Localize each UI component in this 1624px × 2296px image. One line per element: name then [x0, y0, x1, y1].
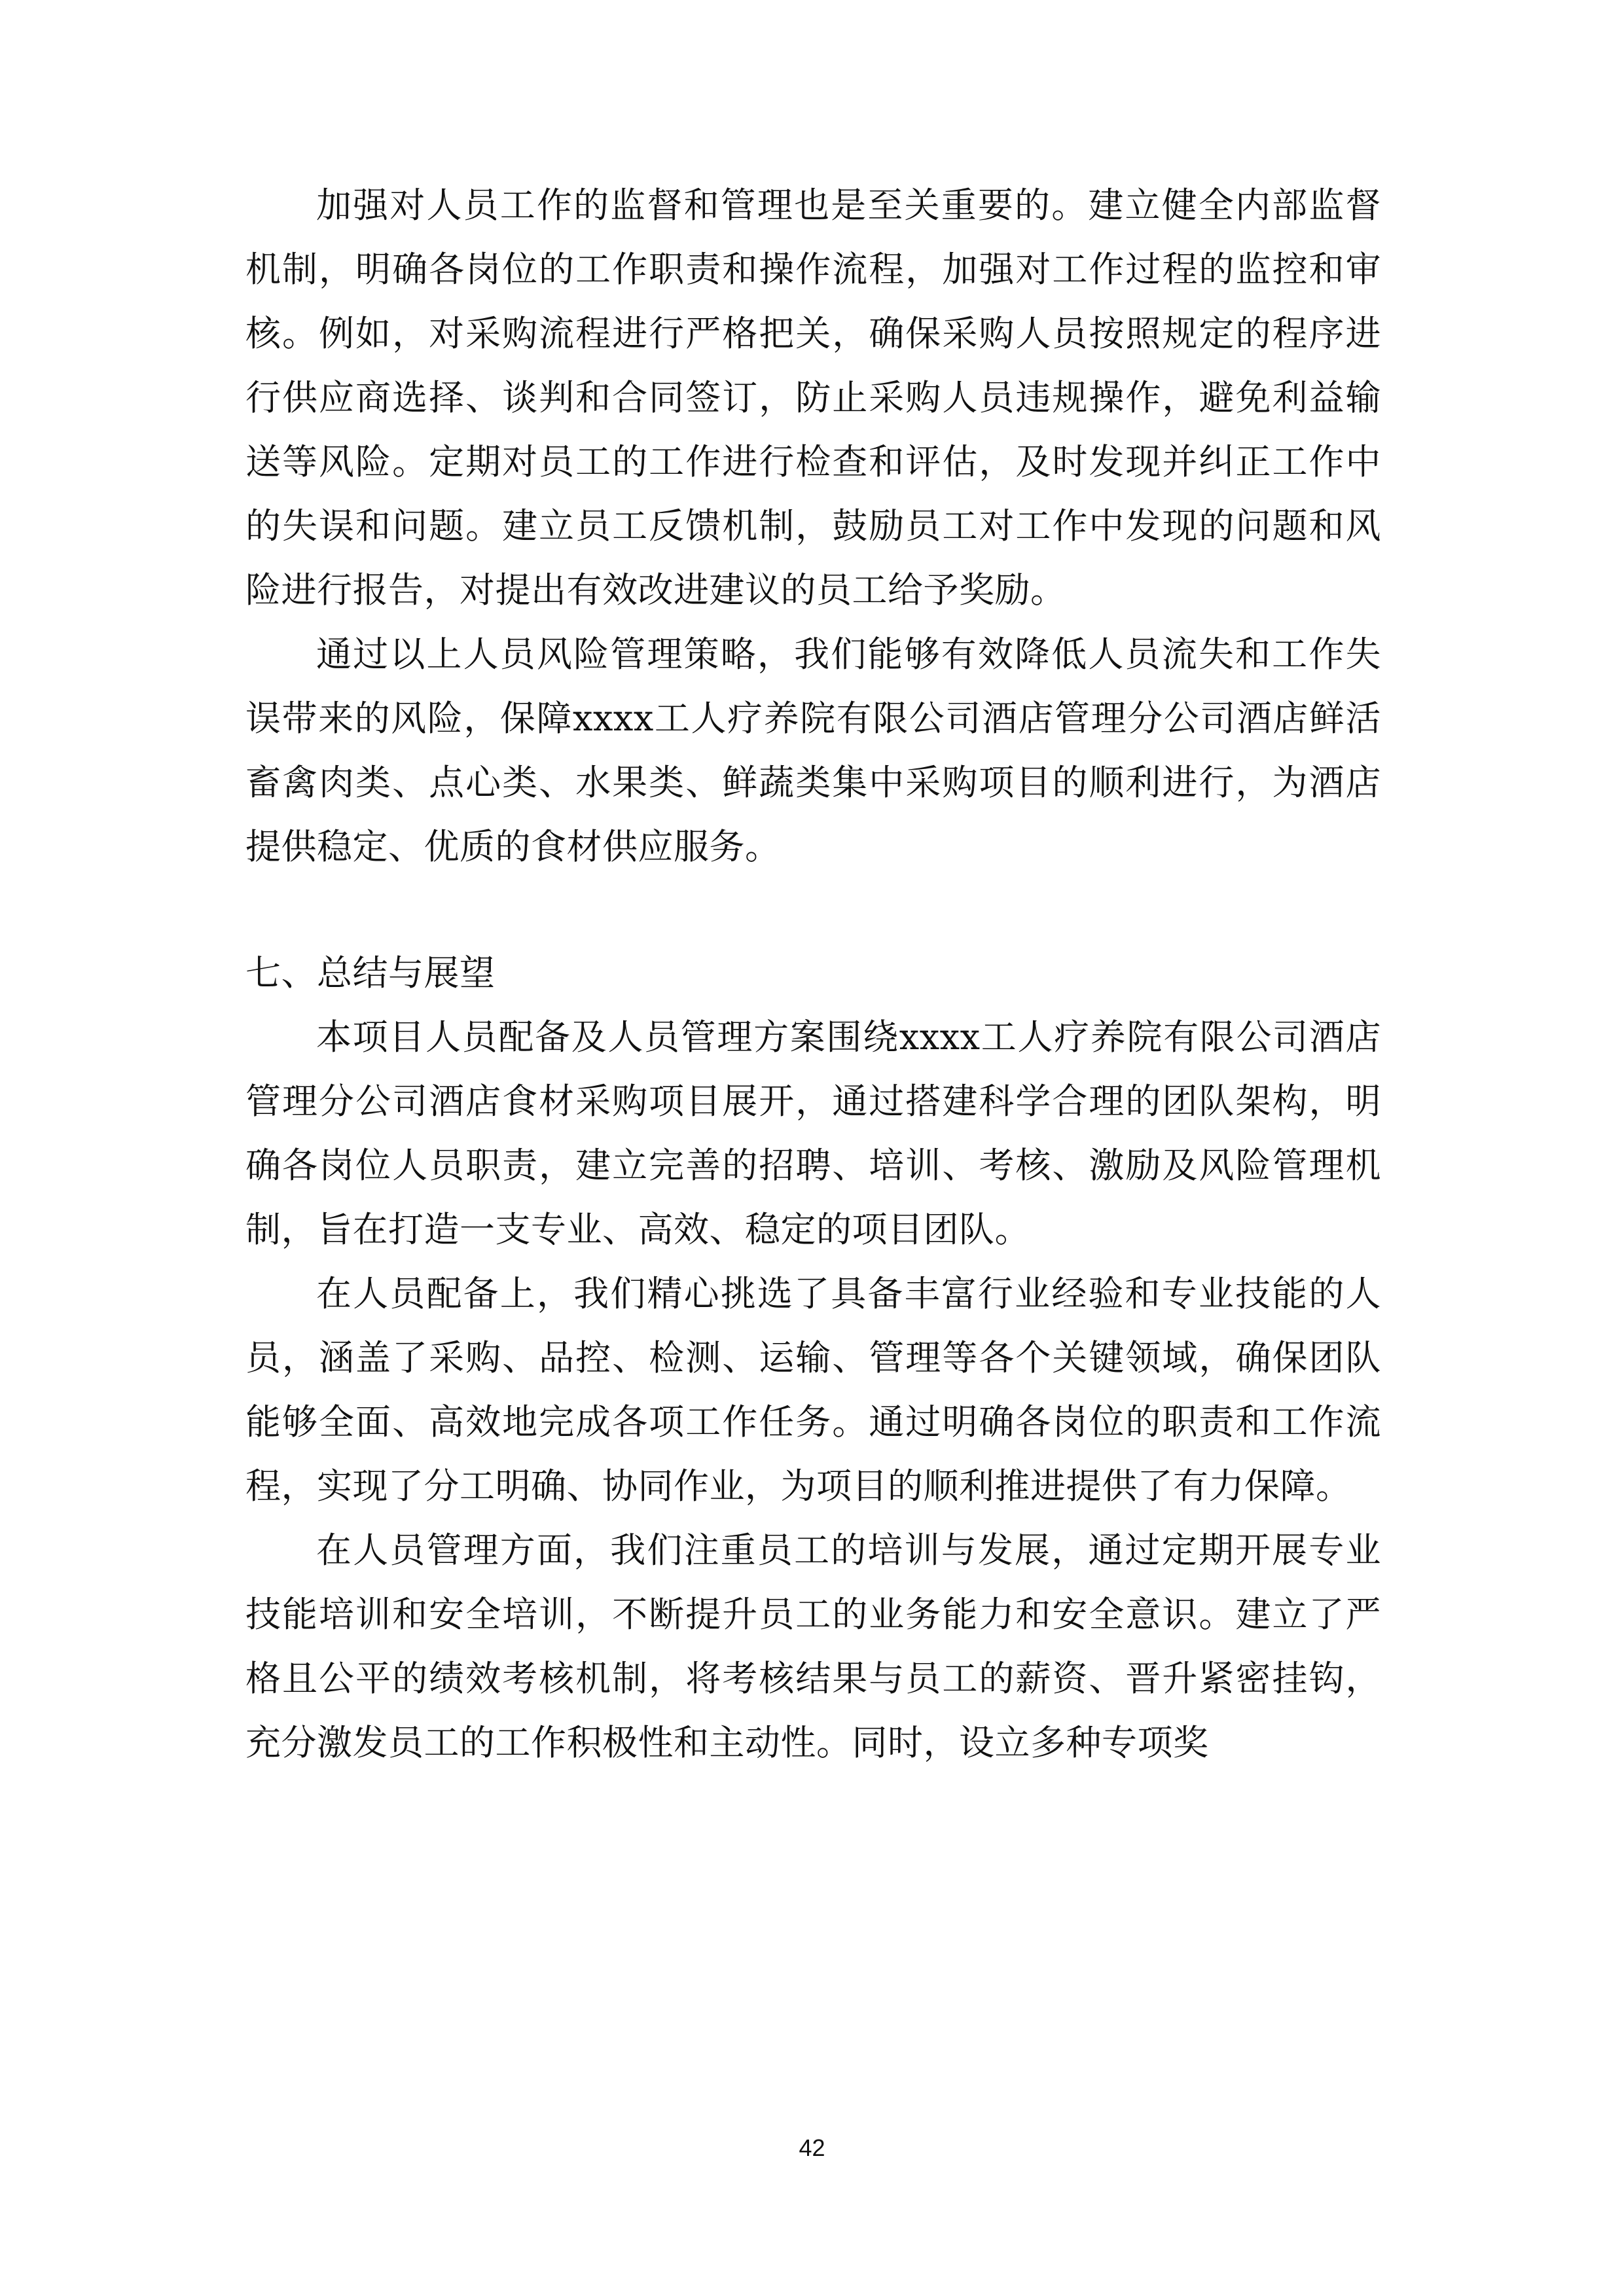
paragraph-staffing: 在人员配备上，我们精心挑选了具备丰富行业经验和专业技能的人员，涵盖了采购、品控、检测、运输、管理等各个关键领域，确保团队能够全面、高效地完成各项工作任务。通过明确各岗位的职责和工作流程，实现了分工明确、协同作业，为项目的顺利推进提供了有力保障。 [245, 1273, 1381, 1507]
paragraph-project-overview: 本项目人员配备及人员管理方案围绕xxxx工人疗养院有限公司酒店管理分公司酒店食材采购项目展开，通过搭建科学合理的团队架构，明确各岗位人员职责，建立完善的招聘、培训、考核、激励及风险管理机制，旨在打造一支专业、高效、稳定的项目团队。 [245, 1016, 1381, 1250]
section-heading: 七、总结与展望 [245, 952, 496, 994]
document-body [245, 173, 1381, 1775]
paragraph-supervision: 加强对人员工作的监督和管理也是至关重要的。建立健全内部监督机制，明确各岗位的工作职责和操作流程，加强对工作过程的监控和审核。例如，对采购流程进行严格把关，确保采购人员按照规定的程序进行供应商选择、谈判和合同签订，防止采购人员违规操作，避免利益输送等风险。定期对员工的工作进行检查和评估，及时发现并纠正工作中的失误和问题。建立员工反馈机制，鼓励员工对工作中发现的问题和风险进行报告，对提出有效改进建议的员工给予奖励。 [245, 185, 1381, 611]
paragraph-risk-summary: 通过以上人员风险管理策略，我们能够有效降低人员流失和工作失误带来的风险，保障xxxx工人疗养院有限公司酒店管理分公司酒店鲜活畜禽肉类、点心类、水果类、鲜蔬类集中采购项目的顺利进行，为酒店提供稳定、优质的食材供应服务。 [245, 634, 1381, 867]
page-number: 42 [799, 2134, 825, 2161]
section-spacer [245, 879, 1381, 941]
paragraph-personnel-management: 在人员管理方面，我们注重员工的培训与发展，通过定期开展专业技能培训和安全培训，不断提升员工的业务能力和安全意识。建立了严格且公平的绩效考核机制，将考核结果与员工的薪资、晋升紧密挂钩，充分激发员工的工作积极性和主动性。同时，设立多种专项奖 [245, 1530, 1381, 1763]
